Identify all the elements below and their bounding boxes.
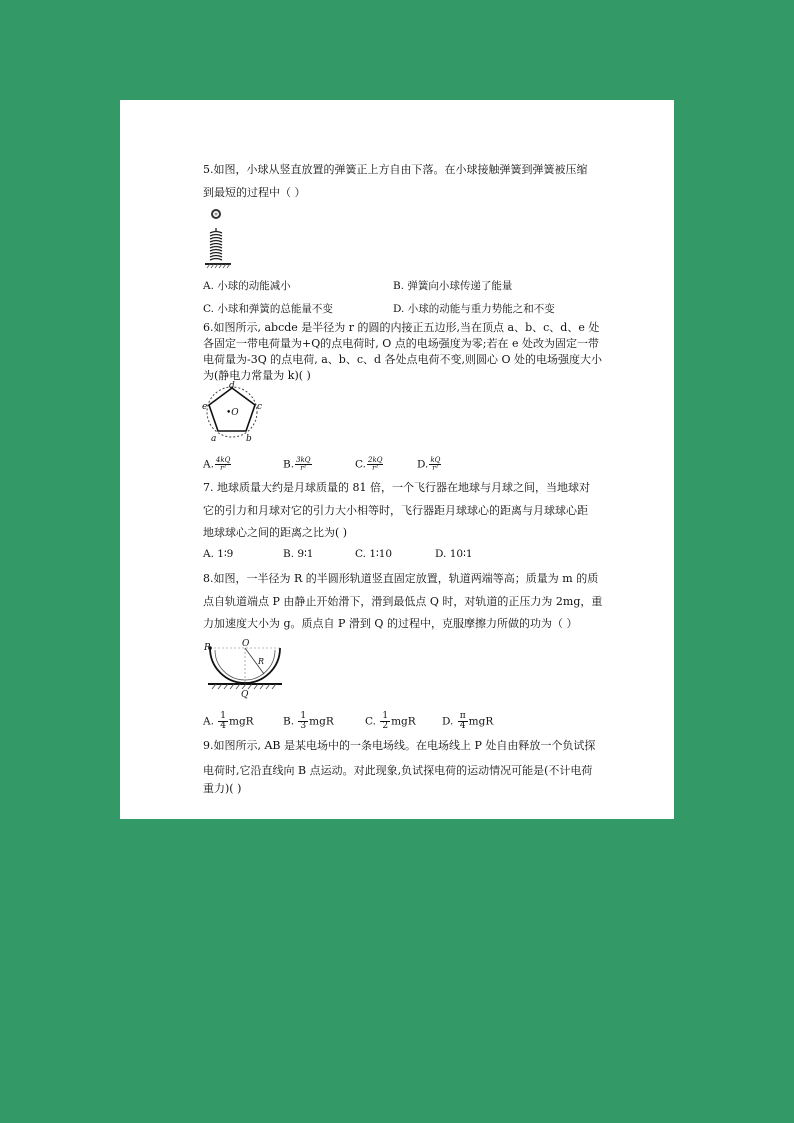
label-d: d [229,381,235,391]
q5-option-d[interactable]: D. 小球的动能与重力势能之和不变 [393,303,555,315]
label-p: P [204,643,211,653]
label-c: c [257,402,263,412]
q6-d-num: kQ [430,456,441,464]
q6-option-c[interactable] [355,457,384,472]
spring-icon [210,228,222,260]
exam-page [120,100,674,819]
q7-stem-line2: 它的引力和月球对它的引力大小相等时，飞行器距月球球心的距离与月球球心距 [203,504,588,517]
label-r: R [258,657,265,666]
q6-a-den: r² [220,464,227,472]
q8-d-fraction [458,712,468,731]
q6-b-den: r² [300,464,307,472]
q6-b-num: 3kQ [296,456,311,464]
semicircle-track-figure [204,640,284,700]
q8-b-fraction [298,712,308,731]
q9-stem-line1: 9.如图所示, AB 是某电场中的一条电场线。在电场线上 P 处自由释放一个负试探 [203,739,596,752]
q7-option-c[interactable]: C. 1∶10 [355,548,393,560]
q9-stem-line2: 电荷时,它沿直线向 B 点运动。对此现象,负试探电荷的运动情况可能是(不计电荷 [203,764,593,777]
q6-c-prefix: C. [355,458,366,471]
q5-option-a[interactable]: A. 小球的动能减小 [203,280,291,292]
q8-a-num: 1 [220,711,226,721]
label-o: O [242,639,250,649]
spring-ball-figure [204,204,244,270]
q8-a-prefix: A. [203,715,214,728]
q6-b-prefix: B. [283,458,295,471]
q6-stem-line1: 6.如图所示, abcde 是半径为 r 的圆的内接正五边形,当在顶点 a、b、c、d、e 处 [203,321,600,334]
q7-stem-line3: 地球球心之间的距离之比为( ) [203,526,348,539]
q6-c-den: r² [372,464,379,472]
q8-option-c[interactable] [365,712,416,731]
q6-d-fraction [429,457,441,472]
q6-option-a[interactable] [203,457,232,472]
q6-d-den: r² [432,464,439,472]
q5-stem-line1: 5.如图，小球从竖直放置的弹簧正上方自由下落。在小球接触弹簧到弹簧被压缩 [203,163,588,176]
q8-b-den: 3 [300,721,307,731]
q8-c-prefix: C. [365,715,376,728]
q7-option-a[interactable]: A. 1∶9 [203,548,234,560]
q8-option-d[interactable] [442,712,493,731]
q5-stem-line2: 到最短的过程中（ ） [203,186,306,199]
q7-stem-line1: 7. 地球质量大约是月球质量的 81 倍，一个飞行器在地球与月球之间，当地球对 [203,481,590,494]
label-e: e [202,402,208,412]
q8-c-den: 2 [382,721,389,731]
q7-option-d[interactable]: D. 10∶1 [435,548,473,560]
q6-c-num: 2kQ [368,456,383,464]
q8-a-fraction [218,712,228,731]
q8-d-num: π [459,711,466,721]
label-b: b [246,434,252,444]
q8-c-suffix: mgR [391,715,416,728]
q8-b-suffix: mgR [309,715,334,728]
label-q: Q [241,690,249,700]
q8-d-prefix: D. [442,715,454,728]
q8-c-fraction [380,712,390,731]
q8-b-prefix: B. [283,715,295,728]
q8-b-num: 1 [300,711,307,721]
label-o: •O [226,408,239,418]
q8-stem-line3: 力加速度大小为 g。质点自 P 滑到 Q 的过程中，克服摩擦力所做的功为（ ） [203,617,578,630]
q8-stem-line1: 8.如图，一半径为 R 的半圆形轨道竖直固定放置，轨道两端等高；质量为 m 的质 [203,572,599,585]
q6-b-fraction [295,457,311,472]
q6-stem-line3: 电荷量为-3Q 的点电荷, a、b、c、d 各处点电荷不变,则圆心 O 处的电场强度大小 [203,353,603,366]
q6-a-fraction [215,457,231,472]
q5-option-b[interactable]: B. 弹簧向小球传递了能量 [393,280,513,292]
q8-d-den: 4 [459,721,466,731]
q6-a-num: 4kQ [215,456,231,464]
q6-c-fraction [367,457,383,472]
q8-d-suffix: mgR [468,715,494,728]
q6-stem-line4: 为(静电力常量为 k)( ) [203,369,311,382]
q6-a-prefix: A. [203,458,214,471]
q6-stem-line2: 各固定一带电荷量为+Q的点电荷时, O 点的电场强度为零;若在 e 处改为固定一带 [203,337,599,350]
q9-stem-line3: 重力)( ) [203,782,242,795]
q8-c-num: 1 [382,711,389,721]
q8-option-a[interactable] [203,712,254,731]
label-a: a [211,434,217,444]
q8-a-den: 4 [220,721,226,731]
q6-d-prefix: D. [417,458,429,471]
q6-option-b[interactable] [283,457,313,472]
q8-option-b[interactable] [283,712,334,731]
q8-a-suffix: mgR [229,715,254,728]
q5-option-c[interactable]: C. 小球和弹簧的总能量不变 [203,303,333,315]
q7-option-b[interactable]: B. 9∶1 [283,548,314,560]
q6-option-d[interactable] [417,457,442,472]
q8-stem-line2: 点自轨道端点 P 由静止开始滑下，滑到最低点 Q 时，对轨道的正压力为 2mg，重 [203,595,603,608]
pentagon-figure [200,382,270,446]
